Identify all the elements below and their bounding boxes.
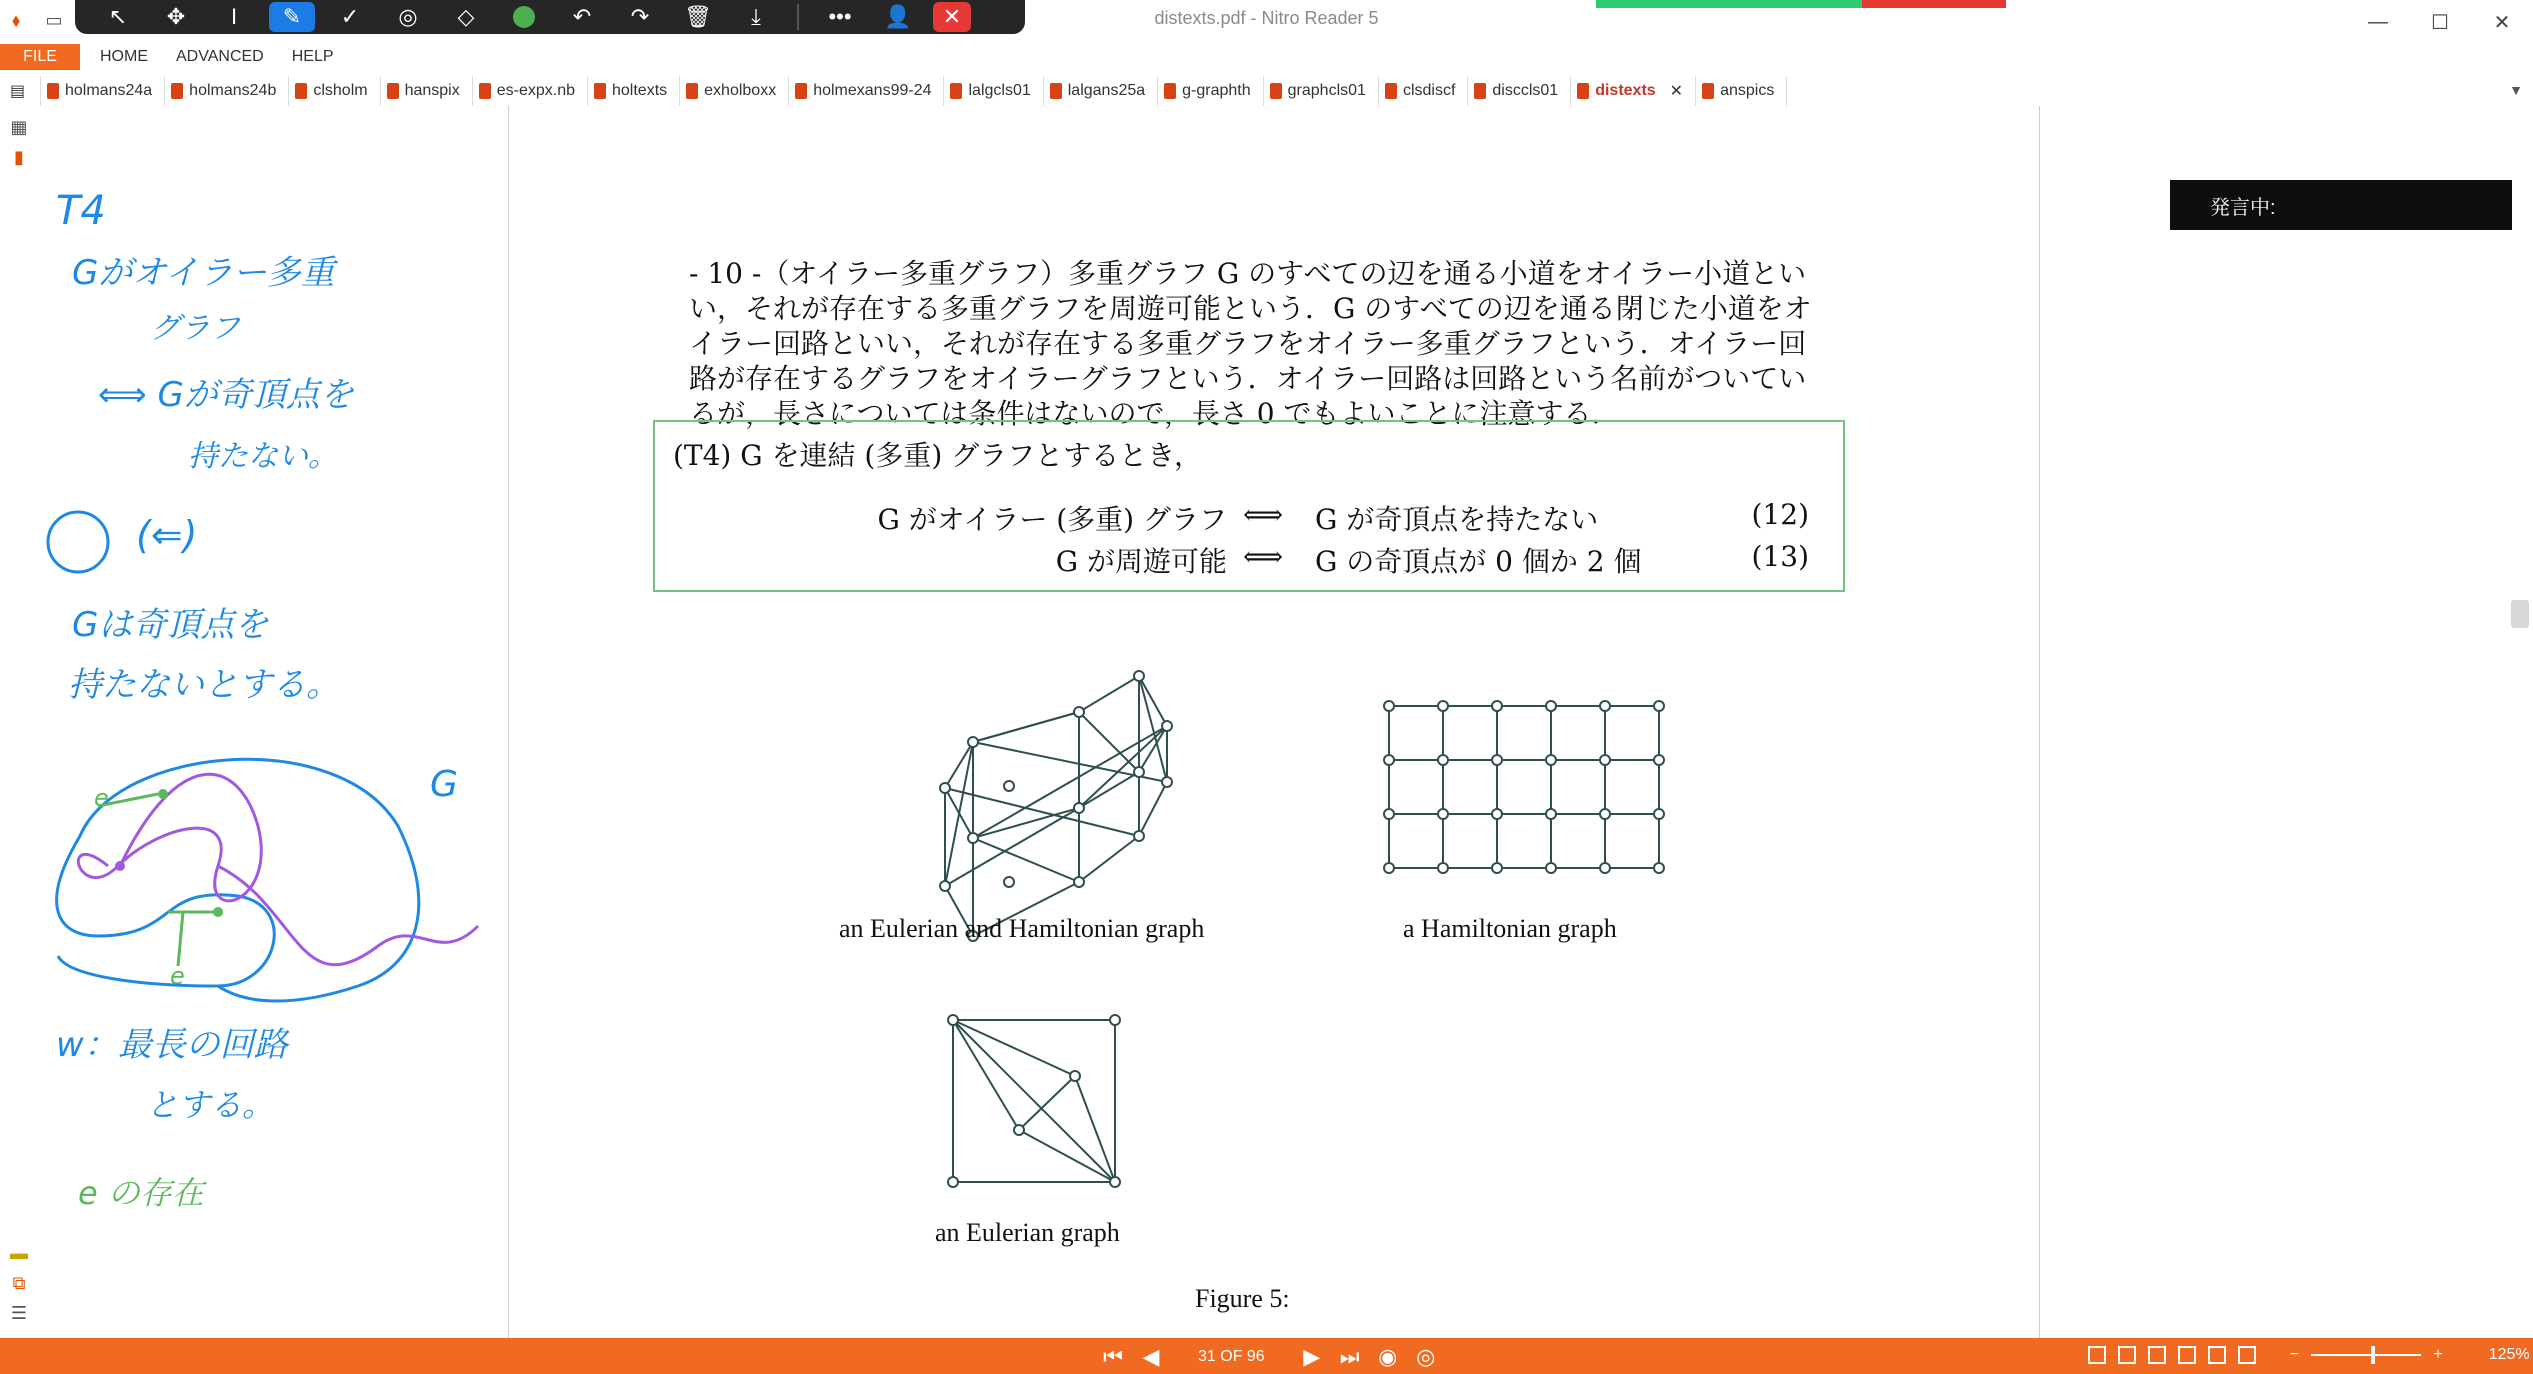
zoom-in-icon[interactable]: +: [2433, 1346, 2443, 1363]
fit-page-icon[interactable]: [2238, 1346, 2256, 1364]
continuous-icon[interactable]: [2118, 1346, 2136, 1364]
redo-icon[interactable]: ↷: [630, 4, 650, 29]
pdf-icon: [1702, 83, 1714, 99]
menu-bar: [0, 44, 2533, 70]
handwriting-line: G: [430, 764, 458, 805]
caption-graph1: an Eulerian and Hamiltonian graph: [839, 914, 1205, 943]
equation-left: G がオイラー (多重) グラフ: [877, 503, 1227, 536]
handwriting-line: Gは奇頂点を: [72, 605, 269, 645]
zoom-slider[interactable]: [2311, 1354, 2421, 1356]
tab-label: holtexts: [612, 82, 668, 99]
pdf-icon: [1050, 83, 1062, 99]
tab-exholboxx[interactable]: [680, 76, 789, 106]
last-page-icon[interactable]: ⏭: [1339, 1344, 1360, 1369]
checkmark-icon[interactable]: ✓: [340, 4, 360, 29]
theorem-box: [653, 420, 1845, 592]
tab-lalgcls01[interactable]: [944, 76, 1043, 106]
pen-icon[interactable]: ✎: [269, 2, 315, 32]
progress-strip-green: [1596, 0, 1862, 8]
prev-page-icon[interactable]: ◀: [1142, 1344, 1160, 1369]
tab-label: graphcls01: [1287, 82, 1366, 99]
pdf-icon: [1474, 83, 1486, 99]
nitro-logo-icon: ⬧: [11, 9, 21, 30]
tab-label: g-graphth: [1182, 82, 1251, 99]
pdf-icon: [295, 83, 307, 99]
figure-label: Figure 5:: [1195, 1284, 1290, 1313]
tab-holmans24b[interactable]: [165, 76, 289, 106]
pdf-icon: [171, 83, 183, 99]
equation-right: G が奇頂点を持たない: [1315, 503, 1599, 536]
minimize-icon[interactable]: —: [2368, 10, 2388, 33]
equation-arrow: ⟺: [1243, 498, 1284, 531]
zoom-out-icon[interactable]: −: [2290, 1346, 2300, 1363]
handwriting-line: ⟺ Gが奇頂点を: [98, 375, 354, 415]
more-icon[interactable]: •••: [828, 4, 852, 29]
equation-number: (12): [1751, 498, 1809, 531]
pdf-icon: [594, 83, 606, 99]
zoom-control: [2290, 1346, 2530, 1364]
equation-left: G が周遊可能: [1055, 545, 1227, 578]
document-tabs: [0, 76, 2533, 107]
pdf-icon: [1164, 83, 1176, 99]
handwriting-line: w：最長の回路: [56, 1025, 288, 1065]
handwriting-line: T4: [56, 188, 106, 234]
tab-clsdiscf[interactable]: [1379, 76, 1468, 106]
single-page-icon[interactable]: [2088, 1346, 2106, 1364]
handwriting-line: グラフ: [150, 311, 240, 346]
window-close-icon[interactable]: ✕: [2493, 11, 2511, 34]
walk-vertex-dot: [115, 861, 125, 871]
menu-file[interactable]: FILE: [0, 44, 80, 70]
tab-holmexans99-24[interactable]: [789, 76, 944, 106]
tab-label: anspics: [1720, 82, 1775, 99]
user-icon[interactable]: 👤: [884, 4, 912, 29]
tab-hanspix[interactable]: [381, 76, 473, 106]
tab-label: es-expx.nb: [496, 82, 575, 99]
bookmarks-panel-icon[interactable]: ▮: [14, 146, 24, 167]
equation-number: (13): [1751, 540, 1809, 573]
tab-label: clsholm: [313, 82, 368, 99]
close-icon[interactable]: ✕: [933, 2, 971, 32]
annotation-toolbar: [75, 0, 1025, 34]
handwriting-line: e: [94, 784, 109, 812]
pdf-icon: [1270, 83, 1282, 99]
body-paragraph: - 10 -（オイラー多重グラフ）多重グラフ G のすべての辺を通る小道をオイラー小道といい，それが存在する多重グラフを周遊可能という．G のすべての辺を通る閉じた小道をオイラー回路といい，それが存在する多重グラフをオイラー多重グラフという．オイラー回路が存在するグラフをオイラーグラフという．オイラー回路は回路という名前がついているが，長さについては条件はないので，長さ 0 でもよいことに注意する．: [689, 257, 1812, 430]
tabs-dropdown-icon[interactable]: ▼: [2509, 82, 2523, 98]
walk-w-sketch: [78, 774, 478, 964]
tab-lalgans25a[interactable]: [1044, 76, 1158, 106]
tab-label: hanspix: [404, 82, 460, 99]
toolbar-divider: [797, 4, 799, 30]
zoom-level[interactable]: 125%: [2488, 1346, 2530, 1363]
equation-row: [655, 498, 1847, 534]
attachments-panel-icon[interactable]: ⧉: [12, 1272, 26, 1293]
tab-label: clsdiscf: [1402, 82, 1456, 99]
tab-clsholm[interactable]: [289, 76, 380, 106]
pdf-icon: [387, 83, 399, 99]
caption-graph3: an Eulerian graph: [935, 1218, 1120, 1247]
edge-vertex-dot: [213, 907, 223, 917]
handwriting-line: e の存在: [78, 1174, 204, 1212]
eulerian-hamiltonian-graph: [889, 656, 1329, 1006]
pdf-icon: [795, 83, 807, 99]
tab-label: holmans24a: [65, 82, 153, 99]
first-page-icon[interactable]: ⏮: [1103, 1344, 1123, 1369]
handwritten-notes: [38, 106, 508, 1338]
tab-g-graphth[interactable]: [1158, 76, 1264, 106]
pages-panel-icon[interactable]: ▦: [10, 116, 28, 137]
maximize-icon[interactable]: ☐: [2431, 11, 2449, 34]
tab-es-expx[interactable]: [473, 76, 588, 106]
view-mode-icons: [2088, 1346, 2256, 1364]
window-title: distexts.pdf - Nitro Reader 5: [1154, 8, 1379, 28]
pdf-icon: [47, 83, 59, 99]
edge-e-sketch: [98, 794, 218, 966]
tab-label: disccls01: [1492, 82, 1559, 99]
tab-list-icon[interactable]: ▤: [0, 76, 41, 106]
color-dot-icon[interactable]: [501, 0, 547, 34]
layers-panel-icon[interactable]: ☰: [10, 1302, 28, 1323]
menu-advanced[interactable]: ADVANCED: [176, 48, 264, 65]
tab-label: lalgans25a: [1067, 82, 1146, 99]
handwriting-line: 持たない。: [188, 439, 338, 474]
handwriting-line: (⇐): [136, 513, 198, 557]
pdf-icon: [686, 83, 698, 99]
facing-continuous-icon[interactable]: [2178, 1346, 2196, 1364]
select-arrow-icon[interactable]: ↖: [108, 4, 128, 29]
equation-row: [655, 540, 1847, 576]
menu-help[interactable]: HELP: [291, 48, 334, 65]
page-navigation: [1100, 1344, 1439, 1370]
tab-label: holmans24b: [189, 82, 277, 99]
undo-icon[interactable]: ↶: [572, 4, 592, 29]
tab-label: distexts: [1595, 82, 1656, 99]
hamiltonian-grid-graph: [1369, 686, 1669, 886]
lasso-icon[interactable]: ◎: [398, 4, 418, 29]
eraser-icon[interactable]: ◇: [457, 4, 475, 29]
tab-label: lalgcls01: [968, 82, 1031, 99]
menu-home[interactable]: HOME: [100, 48, 148, 65]
next-page-icon[interactable]: ▶: [1303, 1344, 1321, 1369]
theorem-heading: (T4) G を連結 (多重) グラフとするとき，: [673, 439, 1203, 472]
handwriting-canvas: [38, 106, 508, 1338]
speaking-indicator: 発言中:: [2170, 180, 2512, 230]
handwriting-line: Gがオイラー多重: [72, 253, 335, 293]
region-g-sketch: [57, 759, 419, 1001]
pdf-icon: [479, 83, 491, 99]
status-bar: [0, 1338, 2533, 1374]
handwriting-line: 持たないとする。: [68, 665, 340, 705]
handwriting-line: e: [170, 962, 185, 990]
tab-anspics[interactable]: [1696, 76, 1787, 106]
left-rail: [0, 106, 39, 1338]
right-pane: [2040, 106, 2533, 1338]
zoom-slider-knob[interactable]: [2371, 1346, 2375, 1364]
comments-panel-icon[interactable]: ▬: [10, 1242, 28, 1263]
pdf-page: [508, 106, 2040, 1338]
pdf-icon: [1577, 83, 1589, 99]
equation-right: G の奇頂点が 0 個か 2 個: [1315, 545, 1642, 578]
handwriting-line: とする。: [146, 1086, 275, 1124]
tab-graphcls01[interactable]: [1264, 76, 1379, 106]
download-icon[interactable]: ⤓: [751, 4, 761, 29]
eulerian-graph: [939, 1006, 1139, 1206]
progress-strip-red: [1862, 0, 2006, 8]
open-folder-icon[interactable]: ▭: [45, 9, 63, 30]
tab-label: exholboxx: [704, 82, 777, 99]
tab-close-icon[interactable]: ✕: [1669, 83, 1684, 100]
back-view-icon[interactable]: ◉: [1378, 1344, 1398, 1369]
tab-label: holmexans99-24: [813, 82, 932, 99]
page-indicator[interactable]: 31 OF 96: [1198, 1348, 1265, 1365]
window-controls: [2347, 0, 2533, 44]
smiley-sketch: [48, 512, 108, 572]
forward-view-icon[interactable]: ◎: [1416, 1344, 1436, 1369]
pdf-icon: [1385, 83, 1397, 99]
tab-holmans24a[interactable]: [41, 76, 165, 106]
tab-holtexts[interactable]: [588, 76, 680, 106]
trash-icon[interactable]: 🗑: [684, 4, 712, 29]
fit-width-icon[interactable]: [2208, 1346, 2226, 1364]
scrollbar-thumb[interactable]: [2511, 600, 2529, 628]
tab-distexts[interactable]: [1571, 76, 1696, 106]
text-cursor-icon[interactable]: I: [230, 4, 238, 29]
caption-graph2: a Hamiltonian graph: [1403, 914, 1617, 943]
pdf-icon: [950, 83, 962, 99]
document-viewport[interactable]: [508, 106, 2040, 1338]
tab-disccls01[interactable]: [1468, 76, 1571, 106]
pan-move-icon[interactable]: ✥: [166, 4, 186, 29]
equation-arrow: ⟺: [1243, 540, 1284, 573]
edge-vertex-dot: [158, 789, 168, 799]
facing-icon[interactable]: [2148, 1346, 2166, 1364]
